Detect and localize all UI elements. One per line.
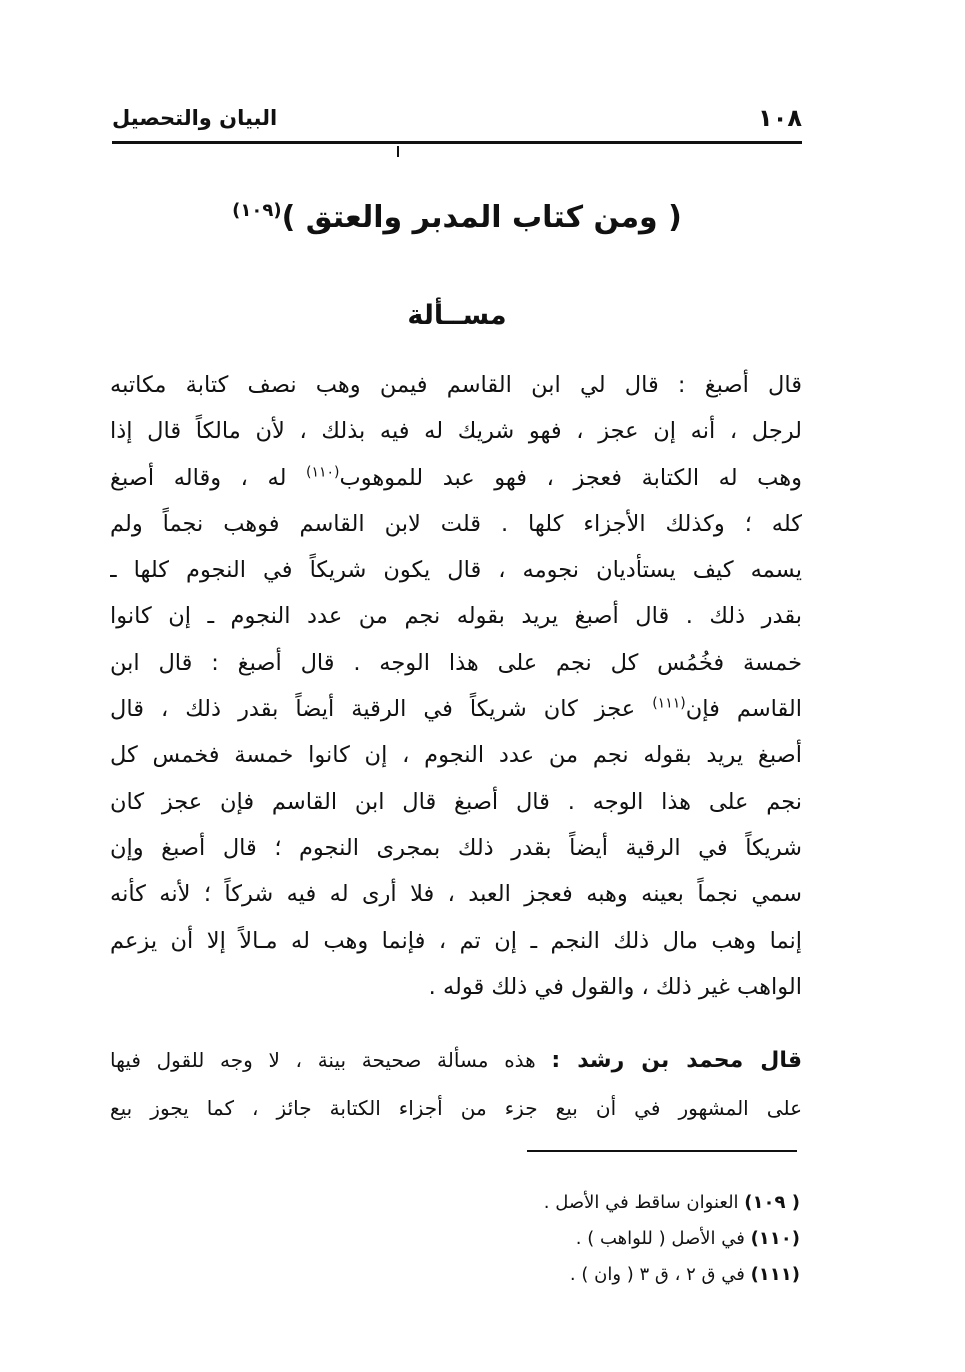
running-header xyxy=(112,100,802,140)
body-line: خمسة فخُمُس كل نجم على هذا الوجه . قال أصبغ : قال ابن xyxy=(110,649,802,676)
chapter-title xyxy=(112,200,802,235)
body-line: شريكاً في الرقية أيضاً بقدر ذلك بمجرى النجوم ؛ قال أصبغ وإن xyxy=(110,834,802,861)
running-header-title: البيان والتحصيل xyxy=(112,106,278,130)
footnote-number: (١١١) xyxy=(750,1264,800,1285)
body-line: أصبغ يريد بقوله نجم من عدد النجوم ، إن كانوا خمسة فخمس كل xyxy=(110,742,802,769)
footnote-number: (١١٠) xyxy=(750,1228,800,1249)
footnote-separator xyxy=(527,1150,797,1152)
body-line: كله ؛ وكذلك الأجزاء كلها . قلت لابن القاسم فوهب نجماً ولم xyxy=(110,510,802,537)
section-heading: مســألة xyxy=(407,300,507,331)
body-line: لرجل ، أنه إن عجز ، فهو شريك له فيه بذلك ، لأن مالكاً قال إذا xyxy=(110,418,802,445)
footnote-text: في ق ٢ ، ق ٣ ( وان ) . xyxy=(569,1264,745,1285)
body-line: قال أصبغ : قال لي ابن القاسم فيمن وهب نصف كتابة مكاتبه xyxy=(110,372,802,398)
footnote-item xyxy=(300,1185,800,1221)
body-line: نجم على هذا الوجه . قال أصبغ قال ابن القاسم فإن عجز كان xyxy=(110,788,802,815)
footnote-item xyxy=(300,1257,800,1293)
body-line: يسمه كيف يستأديان نجومه ، قال يكون شريكاً في النجوم كلها ـ xyxy=(110,557,802,584)
body-line: بقدر ذلك . قال أصبغ يريد بقوله نجم من عدد النجوم ـ إن كانوا xyxy=(110,603,802,630)
footnote-text: في الأصل ( للواهب ) . xyxy=(575,1228,745,1249)
chapter-title-text: ( ومن كتاب المدبر والعتق ) xyxy=(281,200,682,235)
body-line-text: له ، وقاله أصبغ xyxy=(110,464,287,491)
body-paragraph xyxy=(110,362,802,1010)
commentary-paragraph xyxy=(110,1036,802,1132)
chapter-footnote-ref: (١٠٩) xyxy=(232,200,282,221)
header-rule xyxy=(112,141,802,144)
commentary-line: على المشهور في أن بيع جزء من أجزاء الكتابة جائز ، كما يجوز بيع xyxy=(110,1096,802,1120)
body-line: سمي نجماً بعينه وهبه فعجز العبد ، فلا أرى له فيه شركاً ؛ لأنه كأنه xyxy=(110,881,802,908)
commentary-line-text: هذه مسألة صحيحة بينة ، لا وجه للقول فيها xyxy=(110,1048,536,1072)
body-line: الواهب غير ذلك ، والقول في ذلك قوله . xyxy=(428,973,802,1000)
footnote-item xyxy=(300,1221,800,1257)
footnote-ref-110: (١١٠) xyxy=(306,464,340,481)
body-line-text: عجز كان شريكاً في الرقية أيضاً بقدر ذلك ، قال xyxy=(110,696,636,723)
footnote-text: العنوان ساقط في الأصل . xyxy=(543,1192,739,1213)
body-line-text: القاسم فإن xyxy=(685,696,802,723)
body-line xyxy=(110,686,802,732)
body-line-text: وهب له الكتابة فعجز ، فهو عبد للموهوب xyxy=(339,464,802,491)
body-line: إنما وهب مال ذلك النجم ـ إن تم ، فإنما وهب له مـالاً إلا أن يزعم xyxy=(110,927,802,954)
header-rule-tick xyxy=(397,146,399,157)
footnote-number: ( ١٠٩) xyxy=(744,1192,800,1213)
footnotes xyxy=(300,1185,800,1293)
body-line xyxy=(110,455,802,501)
footnote-ref-111: (١١١) xyxy=(652,695,686,712)
page-number: ١٠٨ xyxy=(758,104,802,132)
commentary-speaker: قال محمد بن رشد : xyxy=(551,1048,802,1073)
commentary-line xyxy=(110,1036,802,1084)
